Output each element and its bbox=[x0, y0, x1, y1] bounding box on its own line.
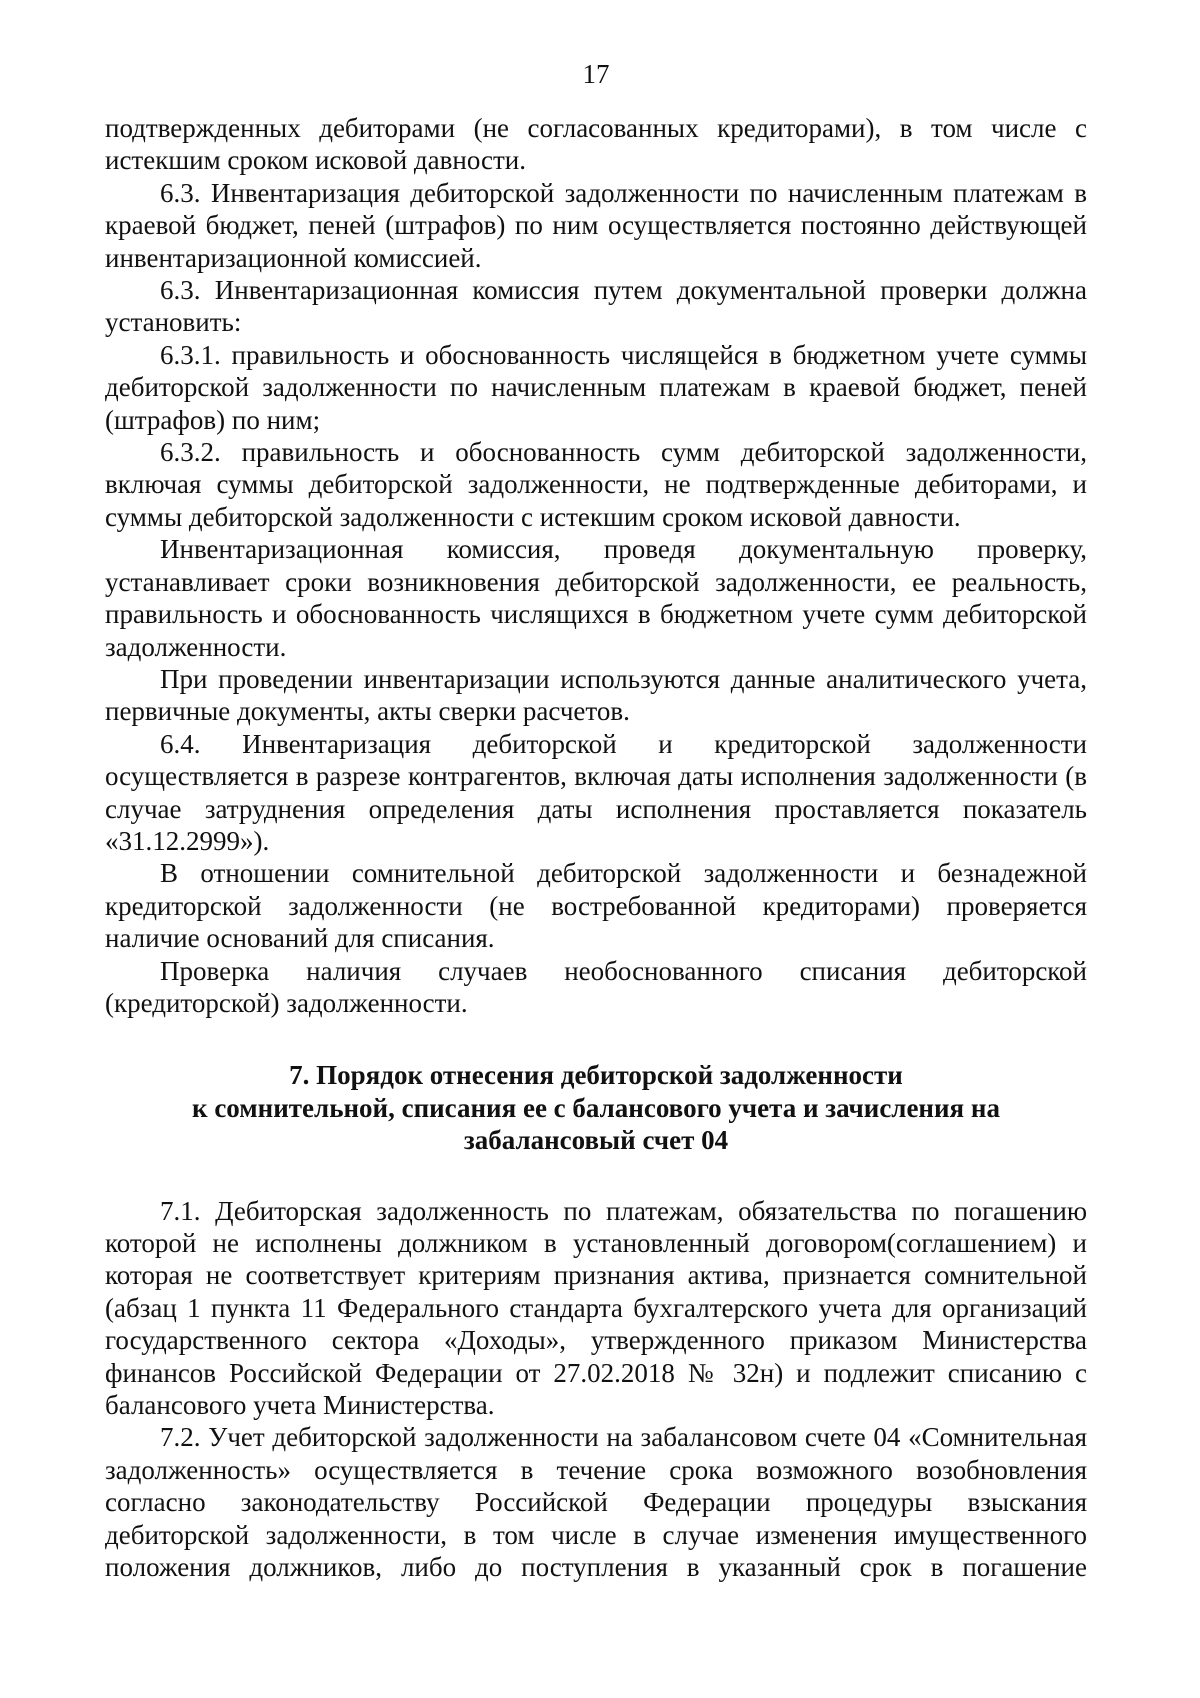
paragraph-6-3-commission: 6.3. Инвентаризационная комиссия путем документальной проверки должна установить: bbox=[105, 275, 1087, 338]
section-7-title bbox=[105, 1059, 1087, 1156]
section-title-line: к сомнительной, списания ее с балансового учета и зачисления на bbox=[192, 1092, 1000, 1123]
paragraph-7-2: 7.2. Учет дебиторской задолженности на забалансовом счете 04 «Сомнительная задолженность» осуществляется в течение срока возможного возобновления согласно законодательству Российской Федерации процедуры взыскания дебиторской задолженности, в том числе в случае изменения имущественного положения должников, либо до поступления в указанный срок в погашение bbox=[105, 1422, 1087, 1583]
paragraph-6-3-1: 6.3.1. правильность и обоснованность числящейся в бюджетном учете суммы дебиторской задолженности по начисленным платежам в краевой бюджет, пеней (штрафов) по ним; bbox=[105, 339, 1087, 435]
paragraph-continuation: подтвержденных дебиторами (не согласованных кредиторами), в том числе с истекшим сроком исковой давности. bbox=[105, 113, 1087, 176]
paragraph-7-1: 7.1. Дебиторская задолженность по платежам, обязательства по погашению которой не исполнены должником в установленный договором(соглашением) и которая не соответствует критериям признания актива, признается сомнительной (абзац 1 пункта 11 Федерального стандарта бухгалтерского учета для организаций государственного сектора «Доходы», утвержденного приказом Министерства финансов Российской Федерации от 27.02.2018 № 32н) и подлежит списанию с балансового учета Министерства. bbox=[105, 1195, 1087, 1421]
paragraph-commission-check: Инвентаризационная комиссия, проведя документальную проверку, устанавливает сроки возникновения дебиторской задолженности, ее реальность, правильность и обоснованность числящихся в бюджетном учете сумм дебиторской задолженности. bbox=[105, 534, 1087, 662]
paragraph-6-3-inventory: 6.3. Инвентаризация дебиторской задолженности по начисленным платежам в краевой бюджет, пеней (штрафов) по ним осуществляется постоянно действующей инвентаризационной комиссией. bbox=[105, 177, 1087, 273]
section-title-line: 7. Порядок отнесения дебиторской задолженности bbox=[289, 1060, 903, 1091]
section-title-line: забалансовый счет 04 bbox=[463, 1125, 729, 1156]
paragraph-6-3-2: 6.3.2. правильность и обоснованность сумм дебиторской задолженности, включая суммы дебиторской задолженности, не подтвержденные дебиторами, и суммы дебиторской задолженности с истекшим сроком исковой давности. bbox=[105, 437, 1087, 532]
paragraph-analytic-data: При проведении инвентаризации используются данные аналитического учета, первичные документы, акты сверки расчетов. bbox=[105, 663, 1087, 727]
paragraph-doubtful-debt: В отношении сомнительной дебиторской задолженности и безнадежной кредиторской задолженности (не востребованной кредиторами) проверяется наличие оснований для списания. bbox=[105, 858, 1087, 954]
paragraph-writeoff-check: Проверка наличия случаев необоснованного списания дебиторской (кредиторской) задолженности. bbox=[105, 955, 1087, 1018]
paragraph-6-4: 6.4. Инвентаризация дебиторской и кредиторской задолженности осуществляется в разрезе контрагентов, включая даты исполнения задолженности (в случае затруднения определения даты исполнения проставляется показатель «31.12.2999»). bbox=[105, 728, 1087, 856]
page-number: 17 bbox=[582, 59, 610, 89]
